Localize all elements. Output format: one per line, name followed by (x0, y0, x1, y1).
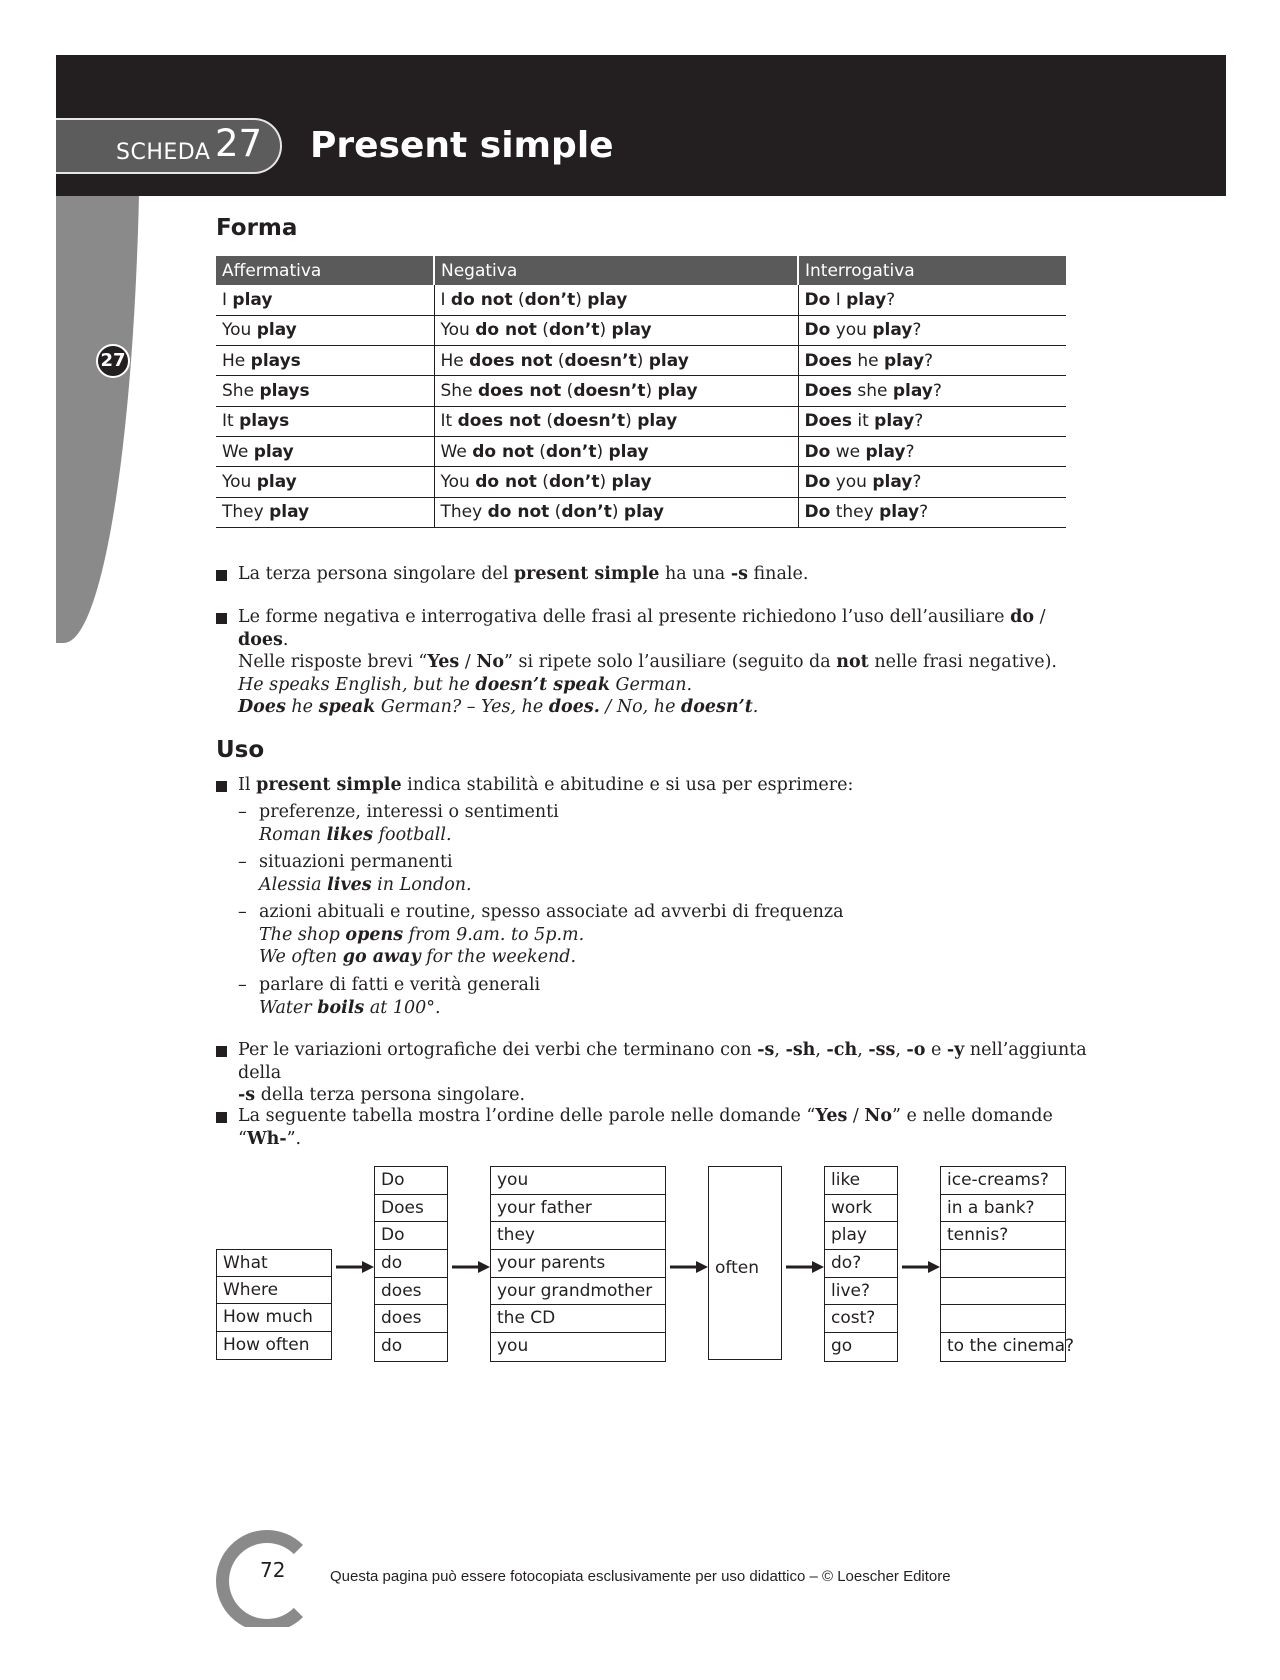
word-order-cell: go (831, 1336, 853, 1357)
bullet-table-intro (216, 1105, 1096, 1150)
word-order-cell: does (375, 1305, 447, 1333)
table-cell: Do you play? (798, 467, 1066, 497)
uso-item-facts (238, 974, 540, 1019)
table-row (216, 285, 1066, 315)
table-row (216, 315, 1066, 345)
bullet-square-icon (216, 613, 227, 624)
bullet-square-icon (216, 570, 227, 581)
table-cell: You do not (don’t) play (434, 315, 798, 345)
word-order-complement-column (940, 1166, 1075, 1362)
column-header-interrogativa: Interrogativa (798, 256, 1066, 285)
table-cell: We do not (don’t) play (434, 436, 798, 466)
bullet-square-icon (216, 1112, 227, 1123)
bullet-text: Per le variazioni ortografiche dei verbi che terminano con -s, -sh, -ch, -ss, -o e -y nell’aggiunta della (238, 1040, 1087, 1083)
word-order-cell: your grandmother (491, 1278, 665, 1306)
word-order-cell: Where (216, 1277, 332, 1305)
table-cell: I do not (don’t) play (434, 285, 798, 315)
word-order-adverb-box (708, 1166, 782, 1360)
uso-item-permanent (238, 851, 472, 896)
uso-item-text: parlare di fatti e verità generali (259, 975, 541, 995)
scheda-number: 27 (215, 122, 263, 165)
word-order-cell: What (216, 1249, 332, 1277)
word-order-cell: Do (375, 1167, 447, 1195)
word-order-cell: like (825, 1167, 897, 1195)
table-cell: Does it play? (798, 406, 1066, 436)
section-heading-uso: Uso (216, 737, 265, 763)
example-sentence: Alessia lives in London. (259, 874, 472, 895)
table-cell: Does he play? (798, 346, 1066, 376)
forma-table-body (216, 285, 1066, 527)
word-order-cell: How much (216, 1304, 332, 1332)
table-row (216, 497, 1066, 527)
bullet-text: Il present simple indica stabilità e abitudine e si usa per esprimere: (238, 775, 854, 795)
table-cell: We play (216, 436, 434, 466)
word-order-cell: you (497, 1336, 529, 1357)
word-order-cell (216, 1221, 332, 1249)
footer-cover (200, 1627, 340, 1680)
table-row (216, 406, 1066, 436)
table-cell: You play (216, 467, 434, 497)
table-cell: Do we play? (798, 436, 1066, 466)
side-chapter-number: 27 (96, 344, 130, 378)
dash-marker: – (238, 975, 247, 995)
word-order-cell: Do (375, 1222, 447, 1250)
arrow-right-icon (786, 1260, 824, 1274)
table-cell: Do they play? (798, 497, 1066, 527)
section-heading-forma: Forma (216, 215, 298, 241)
word-order-cell: play (825, 1222, 897, 1250)
word-order-cell: cost? (825, 1305, 897, 1333)
word-order-cell: your parents (491, 1250, 665, 1278)
word-order-cell: do (375, 1250, 447, 1278)
bullet-text-line2: -s della terza persona singolare. (238, 1085, 526, 1105)
word-order-cell: in a bank? (941, 1195, 1065, 1223)
word-order-cell (941, 1305, 1065, 1333)
uso-item-text: preferenze, interessi o sentimenti (259, 802, 559, 822)
word-order-cell: live? (825, 1278, 897, 1306)
arrow-right-icon (902, 1260, 940, 1274)
word-order-cell: does (375, 1278, 447, 1306)
word-order-cell: How often (216, 1332, 332, 1360)
bullet-square-icon (216, 781, 227, 792)
example-sentence: We often go away for the weekend. (259, 947, 577, 967)
word-order-auxiliary-column (374, 1166, 448, 1362)
table-cell: You do not (don’t) play (434, 467, 798, 497)
bullet-text: La terza persona singolare del present simple ha una -s finale. (238, 564, 809, 584)
bullet-square-icon (216, 1046, 227, 1057)
table-cell: It does not (doesn’t) play (434, 406, 798, 436)
table-cell: Do I play? (798, 285, 1066, 315)
word-order-cell: do (381, 1336, 403, 1357)
bullet-uso-intro (216, 774, 1096, 797)
word-order-cell: the CD (491, 1305, 665, 1333)
column-header-affermativa: Affermativa (216, 256, 434, 285)
word-order-cell (941, 1278, 1065, 1306)
table-cell: They do not (don’t) play (434, 497, 798, 527)
table-cell: They play (216, 497, 434, 527)
adverb-text: often (715, 1258, 759, 1278)
table-row (216, 436, 1066, 466)
bullet-text: Le forme negativa e interrogativa delle frasi al presente richiedono l’uso dell’ausiliare do / does. (238, 607, 1046, 650)
bullet-negative-interrogative (216, 606, 1096, 719)
copyright-notice: Questa pagina può essere fotocopiata esclusivamente per uso didattico – © Loescher Editore (330, 1568, 951, 1585)
bullet-third-person (216, 563, 1096, 586)
uso-item-text: azioni abituali e routine, spesso associate ad avverbi di frequenza (259, 902, 844, 922)
word-order-cell: do? (825, 1250, 897, 1278)
dash-marker: – (238, 852, 247, 872)
table-cell: She does not (doesn’t) play (434, 376, 798, 406)
word-order-cell (941, 1250, 1065, 1278)
arrow-right-icon (336, 1260, 374, 1274)
bullet-spelling (216, 1039, 1096, 1107)
word-order-subject-column (490, 1166, 666, 1362)
table-cell: It plays (216, 406, 434, 436)
table-cell: Does she play? (798, 376, 1066, 406)
bullet-text: La seguente tabella mostra l’ordine delle parole nelle domande “Yes / No” e nelle domande “Wh-”. (238, 1106, 1053, 1149)
table-cell: You play (216, 315, 434, 345)
uso-item-text: situazioni permanenti (259, 852, 453, 872)
scheda-label: SCHEDA (116, 140, 211, 165)
word-order-cell (216, 1166, 332, 1194)
example-sentence: Roman likes football. (259, 824, 452, 845)
word-order-cell: work (825, 1195, 897, 1223)
page-title: Present simple (310, 125, 614, 166)
dash-marker: – (238, 902, 247, 922)
arrow-right-icon (670, 1260, 708, 1274)
word-order-cell (216, 1194, 332, 1222)
dash-marker: – (238, 802, 247, 822)
word-order-cell: ice-creams? (941, 1167, 1065, 1195)
table-row (216, 376, 1066, 406)
table-cell: I play (216, 285, 434, 315)
word-order-cell: to the cinema? (947, 1336, 1075, 1357)
uso-item-preferences (238, 801, 559, 846)
table-cell: He plays (216, 346, 434, 376)
word-order-cell: tennis? (941, 1222, 1065, 1250)
example-sentence: The shop opens from 9.am. to 5p.m. (259, 924, 585, 945)
word-order-cell: they (491, 1222, 665, 1250)
table-row (216, 346, 1066, 376)
example-sentence: He speaks English, but he doesn’t speak German. (238, 674, 693, 695)
table-row (216, 467, 1066, 497)
table-cell: He does not (doesn’t) play (434, 346, 798, 376)
bullet-text-line2: Nelle risposte brevi “Yes / No” si ripete solo l’ausiliare (seguito da not nelle frasi negative). (238, 652, 1057, 672)
word-order-cell: you (491, 1167, 665, 1195)
forma-table (216, 256, 1066, 528)
table-cell: She plays (216, 376, 434, 406)
page-number: 72 (260, 1558, 286, 1582)
word-order-verb-column (824, 1166, 898, 1362)
example-sentence: Does he speak German? – Yes, he does. / No, he doesn’t. (238, 697, 759, 717)
word-order-wh-column (216, 1166, 332, 1360)
word-order-cell: Does (375, 1195, 447, 1223)
column-header-negativa: Negativa (434, 256, 798, 285)
example-sentence: Water boils at 100°. (259, 997, 441, 1018)
uso-item-routine (238, 901, 844, 969)
word-order-cell: your father (491, 1195, 665, 1223)
arrow-right-icon (452, 1260, 490, 1274)
table-cell: Do you play? (798, 315, 1066, 345)
